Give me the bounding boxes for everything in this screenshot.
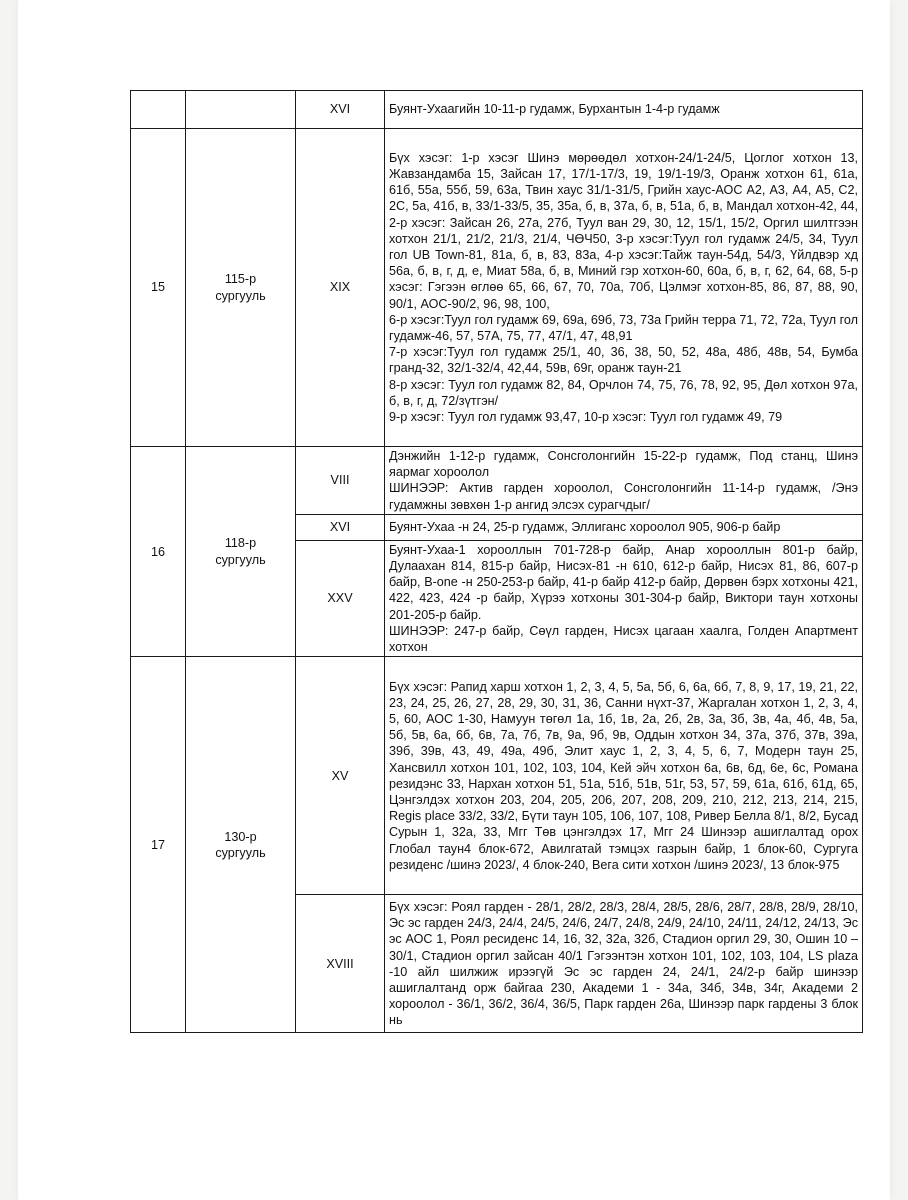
khoroo-cell: VIII [296, 447, 385, 515]
khoroo-cell: XVIII [296, 895, 385, 1033]
document-page [18, 0, 890, 1200]
row-number-cell [131, 91, 186, 129]
school-district-table [130, 90, 863, 1033]
row-number-cell: 16 [131, 447, 186, 657]
khoroo-cell: XV [296, 657, 385, 895]
school-cell [186, 657, 296, 1033]
school-label: сургууль [215, 288, 266, 303]
address-line: 7-р хэсэг:Туул гол гудамж 25/1, 40, 36, 38, 50, 52, 48а, 48б, 48в, 54, Бумба гранд-32, 32/1-32/4, 42,44, 59в, 69г, оранж таун-21 [389, 345, 858, 376]
school-cell [186, 447, 296, 657]
khoroo-cell: XVI [296, 514, 385, 540]
address-cell [385, 129, 863, 447]
address-line: Бүх хэсэг: Рапид харш хотхон 1, 2, 3, 4, 5, 5а, 5б, 6, 6а, 6б, 7, 8, 9, 17, 19, 21, 22, 23, 24, 25, 26, 27, 28, 29, 30, 31, 36, Санни нүхт-37, Жаргалан хотхон 1, 2, 3, 4, 5, 60, АОС 1-30, Намуун төгөл 1а, 1б, 1в, 2а, 2б, 2в, 3а, 3б, 3в, 4а, 4б, 4в, 5а, 5б, 5в, 6а, 6б, 6в, 7а, 7б, 7в, 9а, 9б, 9в, Оддын хотхон 34, 37а, 37б, 37в, 39а, 39б, 39в, 43, 49, 49а, 49б, Элит хаус 1, 2, 3, 4, 5, 6, 7, Модерн таун 25, Хансвилл хотхон 101, 102, 103, 104, Кей эйч хотхон 6а, 6в, 6д, 6е, 6с, Романа резидэнс 33, Нархан хотхон 51, 51а, 51б, 51в, 51г, 53, 57, 59, 61а, 61б, 61д, 65, Цэнгэлдэх хотхон 203, 204, 205, 206, 207, 208, 209, 210, 212, 213, 214, 215, Regis place 33/2, 33/2, Бүти таун 105, 106, 107, 108, Ривер Белла 8/1, 8/2, Бусад Сурын 1, 32а, 33, Мгг Төв цэнгэлдэх 17, Мгг 24 Шинээр ашиглалтад орох Глобал таун4 блок-672, Авилгатай тэмцэх газрын байр, 1 блок-60, Сургуга резиденс /шинэ 2023/, 4 блок-240, Вега сити хотхон /шинэ 2023/, 13 блок-975 [389, 679, 858, 872]
address-line: Дэнжийн 1-12-р гудамж, Сонсголонгийн 15-22-р гудамж, Под станц, Шинэ яармаг хороолол [389, 449, 858, 480]
address-line: ШИНЭЭР: Актив гарден хороолол, Сонсголонгийн 11-14-р гудамж, /Энэ гудамжны зөвхөн 1-р ангид элсэх сурагчдыг/ [389, 481, 858, 512]
row-number-cell: 15 [131, 129, 186, 447]
address-line: 8-р хэсэг: Туул гол гудамж 82, 84, Орчлон 74, 75, 76, 78, 92, 95, Дөл хотхон 97а, б, в, г, д, 72/зүтгэн/ [389, 377, 858, 408]
khoroo-cell: XXV [296, 540, 385, 656]
address-cell [385, 895, 863, 1033]
school-label: сургууль [215, 552, 266, 567]
school-cell [186, 129, 296, 447]
khoroo-cell: XIX [296, 129, 385, 447]
address-line: 6-р хэсэг:Туул гол гудамж 69, 69а, 69б, 73, 73а Грийн терра 71, 72, 72а, Туул гол гудамж-46, 57, 57А, 75, 77, 47/1, 47, 48,91 [389, 312, 858, 343]
address-line: Бүх хэсэг: 1-р хэсэг Шинэ мөрөөдөл хотхон-24/1-24/5, Цоглог хотхон 13, Жавзандамба 15, Зайсан 17, 17/1-17/3, 19, 19/1-19/3, Оранж хотхон 61, 61а, 61б, 55а, 55б, 59, 63а, Твин хаус 31/1-31/5, Грийн хаус-АОС А2, А3, А4, А5, С2, 2С, 5а, 41б, в, 33/1-33/5, 35, 35а, б, в, 37а, б, в, 51а, б, в, Мандал хотхон-42, 44, 2-р хэсэг: Зайсан 26, 27а, 27б, Туул ван 29, 30, 12, 15/1, 15/2, Оргил шилтгээн хотхон 21/1, 21/2, 21/3, 21/4, ЧӨЧ50, 3-р хэсэг:Туул гол гудамж 24/5, 34, Туул гол UB Town-81, 81а, б, в, 83, 83а, 4-р хэсэг:Тайж таун-54д, 54/3, Үйлдвэр хд 56а, б, в, г, д, е, Миат 58а, б, в, Миний гэр хотхон-60, 60а, б, в, г, 62, 64, 68, 5-р хэсэг: Гэгээн өглөө 65, 66, 67, 70, 70а, 70б, Цэлмэг хотхон-85, 86, 87, 88, 90, 90/1, АОС-90/2, 96, 98, 100, [389, 150, 858, 311]
table-row [131, 91, 863, 129]
address-line: Бүх хэсэг: Роял гарден - 28/1, 28/2, 28/3, 28/4, 28/5, 28/6, 28/7, 28/8, 28/9, 28/10, Эс эс гарден 24/3, 24/4, 24/5, 24/6, 24/7, 24/8, 24/9, 24/10, 24/11, 24/12, 24/13, Эс эс АОС 1, Роял ресиденс 14, 16, 32, 32а, 32б, Стадион оргил 29, 30, Ошин 10 – 30/1, Стадион оргил зайсан 40/1 Гэгээнтэн хотхон 101, 102, 103, 104, LS plaza -10 айл шилжиж ирээгүй Эс эс гарден 24, 24/1, 24/2-р байр шинээр ашиглалтанд орж байгаа 230, Академи 1 - 34а, 34б, 34в, 34г, Академи 2 хороолол - 36/1, 36/2, 36/4, 36/5, Парк гарден 26а, Шинээр парк гардены 3 блок нь [389, 899, 858, 1028]
khoroo-cell: XVI [296, 91, 385, 129]
address-line: 9-р хэсэг: Туул гол гудамж 93,47, 10-р хэсэг: Туул гол гудамж 49, 79 [389, 410, 783, 425]
school-number: 130-р [224, 829, 257, 844]
school-number: 115-р [224, 272, 257, 287]
school-cell [186, 91, 296, 129]
row-number-cell: 17 [131, 657, 186, 1033]
address-cell [385, 540, 863, 656]
table-row [131, 129, 863, 447]
school-number: 118-р [224, 536, 257, 551]
address-line: Буянт-Ухаа -н 24, 25-р гудамж, Эллиганс хороолол 905, 906-р байр [389, 520, 781, 535]
table-row [131, 447, 863, 515]
address-cell [385, 514, 863, 540]
table-row [131, 657, 863, 895]
address-cell [385, 657, 863, 895]
address-line: ШИНЭЭР: 247-р байр, Сөүл гарден, Нисэх цагаан хаалга, Голден Апартмент хотхон [389, 623, 858, 655]
address-line: Буянт-Ухаа-1 хорооллын 701-728-р байр, Анар хорооллын 801-р байр, Дулаахан 814, 815-р байр, Нисэх-81 -н 610, 612-р байр, Нисэх 81, 86, 607-р байр, В-оne -н 250-253-р байр, 41-р байр 412-р байр, Дөрвөн бэрх хотхоны 421, 422, 423, 424 -р байр, Хүрээ хотхоны 301-304-р байр, Виктори таун хотхоны 201-205-р байр. [389, 542, 858, 622]
address-cell: Буянт-Ухаагийн 10-11-р гудамж, Бурхантын 1-4-р гудамж [385, 91, 863, 129]
school-label: сургууль [215, 845, 266, 860]
address-cell [385, 447, 863, 515]
